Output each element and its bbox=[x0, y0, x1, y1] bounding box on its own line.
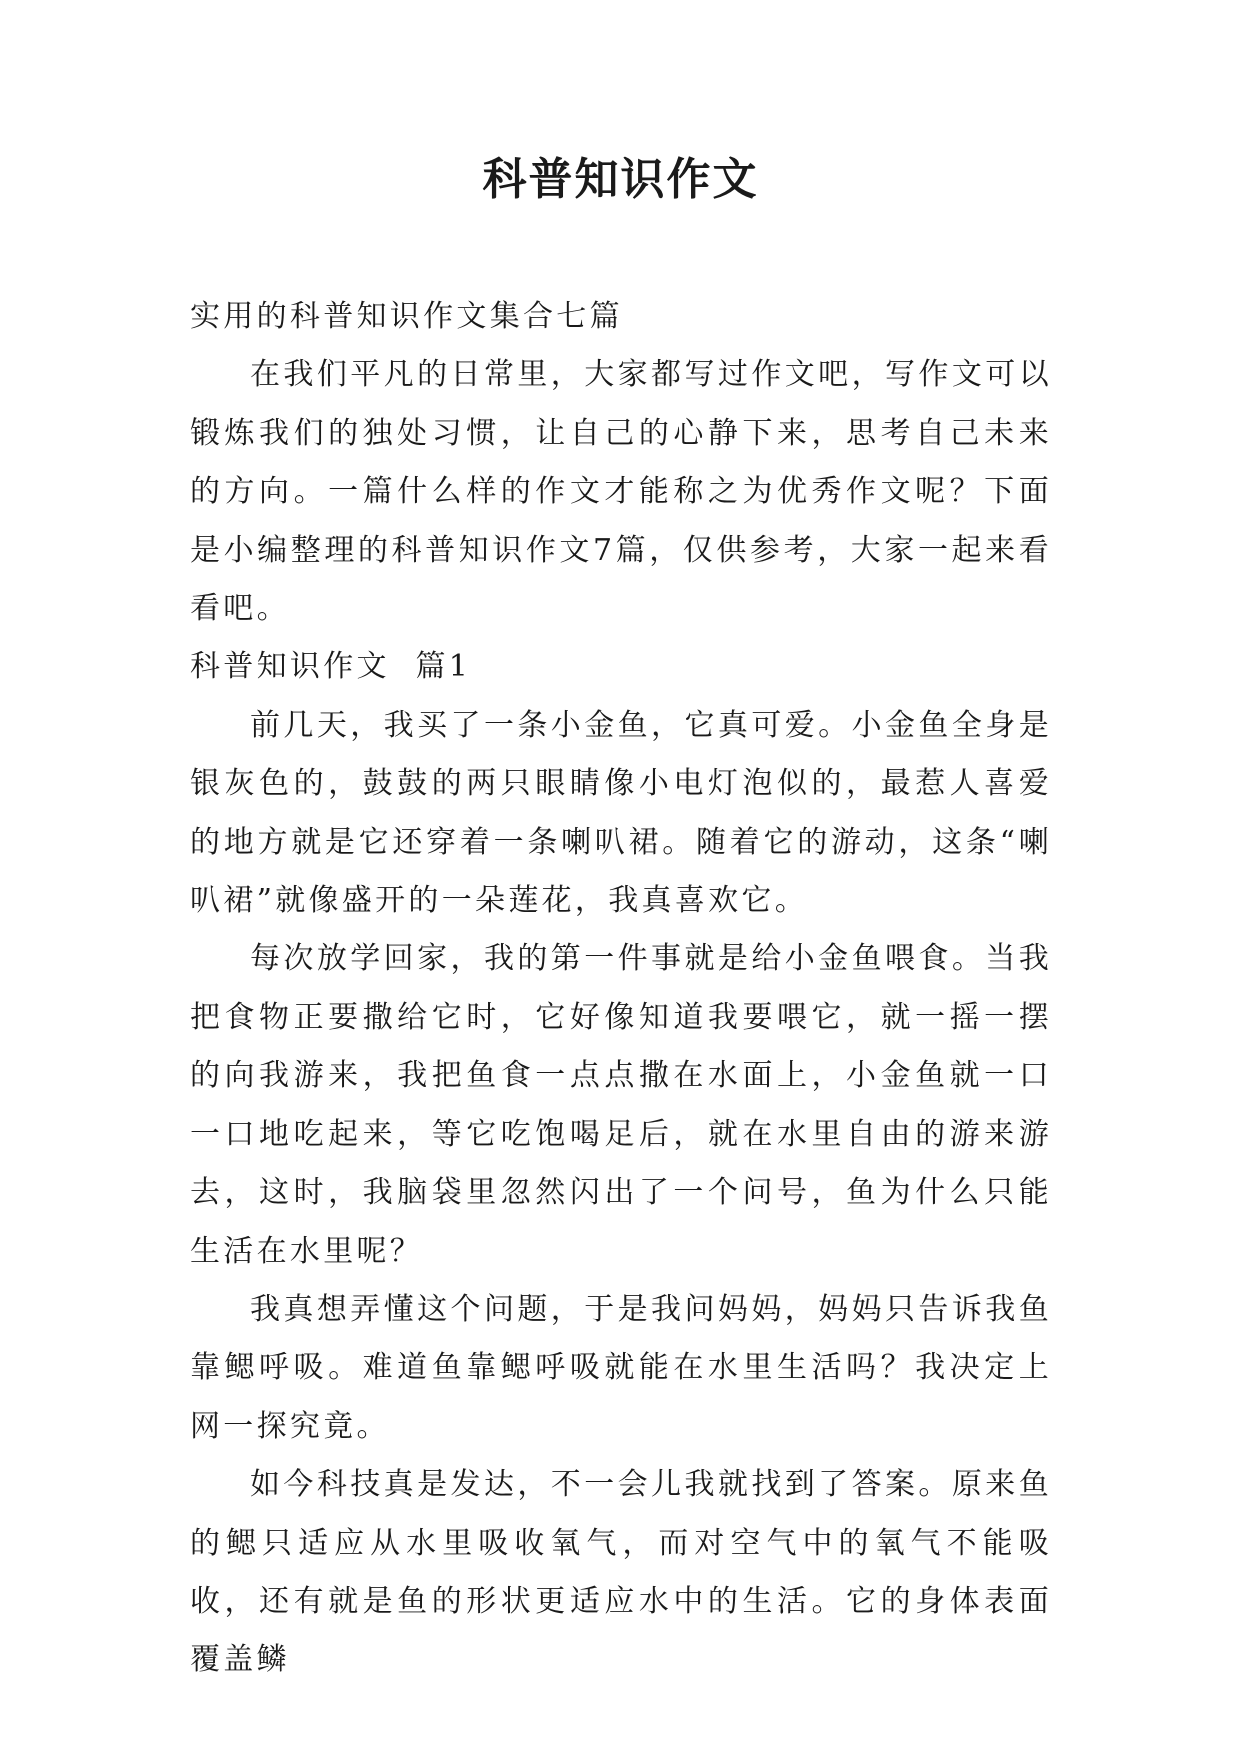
paragraph: 如今科技真是发达，不一会儿我就找到了答案。原来鱼的鳃只适应从水里吸收氧气，而对空气中的氧气不能吸收，还有就是鱼的形状更适应水中的生活。它的身体表面覆盖鳞 bbox=[190, 1467, 1052, 1678]
document-body bbox=[190, 288, 1052, 1690]
document-subtitle: 实用的科普知识作文集合七篇 bbox=[190, 299, 623, 334]
paragraph: 我真想弄懂这个问题，于是我问妈妈，妈妈只告诉我鱼靠鳃呼吸。难道鱼靠鳃呼吸就能在水里生活吗？我决定上网一探究竟。 bbox=[190, 1291, 1052, 1444]
document-title: 科普知识作文 bbox=[482, 154, 759, 205]
paragraph: 前几天，我买了一条小金鱼，它真可爱。小金鱼全身是银灰色的，鼓鼓的两只眼睛像小电灯泡似的，最惹人喜爱的地方就是它还穿着一条喇叭裙。随着它的游动，这条“喇叭裙”就像盛开的一朵莲花，我真喜欢它。 bbox=[190, 707, 1052, 919]
section-heading: 科普知识作文 篇1 bbox=[190, 649, 472, 685]
paragraph-intro: 在我们平凡的日常里，大家都写过作文吧，写作文可以锻炼我们的独处习惯，让自己的心静下来，思考自己未来的方向。一篇什么样的作文才能称之为优秀作文呢？下面是小编整理的科普知识作文7篇，仅供参考，大家一起来看看吧。 bbox=[190, 357, 1052, 627]
paragraph: 每次放学回家，我的第一件事就是给小金鱼喂食。当我把食物正要撒给它时，它好像知道我要喂它，就一摇一摆的向我游来，我把鱼食一点点撒在水面上，小金鱼就一口一口地吃起来，等它吃饱喝足后，就在水里自由的游来游去，这时，我脑袋里忽然闪出了一个问号，鱼为什么只能生活在水里呢？ bbox=[190, 941, 1052, 1269]
